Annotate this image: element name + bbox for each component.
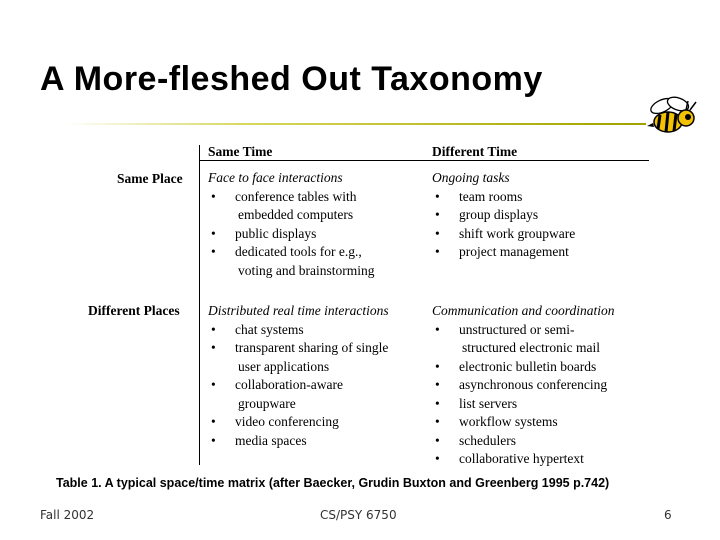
list-item: • workflow systems — [432, 413, 615, 432]
list-item: • media spaces — [208, 432, 389, 451]
list-item: • public displays — [208, 225, 374, 244]
column-header-different-time: Different Time — [432, 144, 518, 159]
list-item: • list servers — [432, 395, 615, 414]
cell-heading: Ongoing tasks — [432, 170, 510, 185]
cell-heading: Face to face interactions — [208, 170, 343, 185]
list-item: • shift work groupware — [432, 225, 575, 244]
matrix-vertical-rule — [199, 145, 200, 465]
cell-heading: Communication and coordination — [432, 303, 615, 318]
slide-number: 6 — [664, 508, 672, 522]
row-header-different-places: Different Places — [88, 303, 180, 318]
table-caption: Table 1. A typical space/time matrix (after Baecker, Grudin Buxton and Greenberg 1995 p.742) — [56, 476, 610, 490]
list-item: • chat systems — [208, 321, 389, 340]
list-item: • collaborative hypertext — [432, 450, 615, 469]
matrix-horizontal-rule — [199, 160, 649, 161]
column-header-same-time: Same Time — [208, 144, 273, 159]
list-item: • team rooms — [432, 188, 575, 207]
list-item: • collaboration-aware groupware — [208, 376, 389, 413]
list-item: • group displays — [432, 206, 575, 225]
list-item: • transparent sharing of single user applications — [208, 339, 389, 376]
cell-different-places-different-time — [432, 302, 615, 469]
slide-title: A More-fleshed Out Taxonomy — [40, 60, 543, 98]
list-item: • schedulers — [432, 432, 615, 451]
buzz-bee-icon — [644, 96, 700, 138]
list-item: • dedicated tools for e.g., voting and brainstorming — [208, 243, 374, 280]
cell-same-place-same-time — [208, 169, 374, 280]
list-item: • project management — [432, 243, 575, 262]
cell-same-place-different-time — [432, 169, 575, 262]
cell-different-places-same-time — [208, 302, 389, 450]
list-item: • video conferencing — [208, 413, 389, 432]
footer-course: CS/PSY 6750 — [320, 508, 397, 522]
footer-date: Fall 2002 — [40, 508, 95, 522]
list-item: • electronic bulletin boards — [432, 358, 615, 377]
row-header-same-place: Same Place — [117, 171, 183, 186]
list-item: • unstructured or semi- structured electronic mail — [432, 321, 615, 358]
cell-heading: Distributed real time interactions — [208, 303, 389, 318]
list-item: • conference tables with embedded computers — [208, 188, 374, 225]
list-item: • asynchronous conferencing — [432, 376, 615, 395]
title-underline — [66, 122, 646, 126]
